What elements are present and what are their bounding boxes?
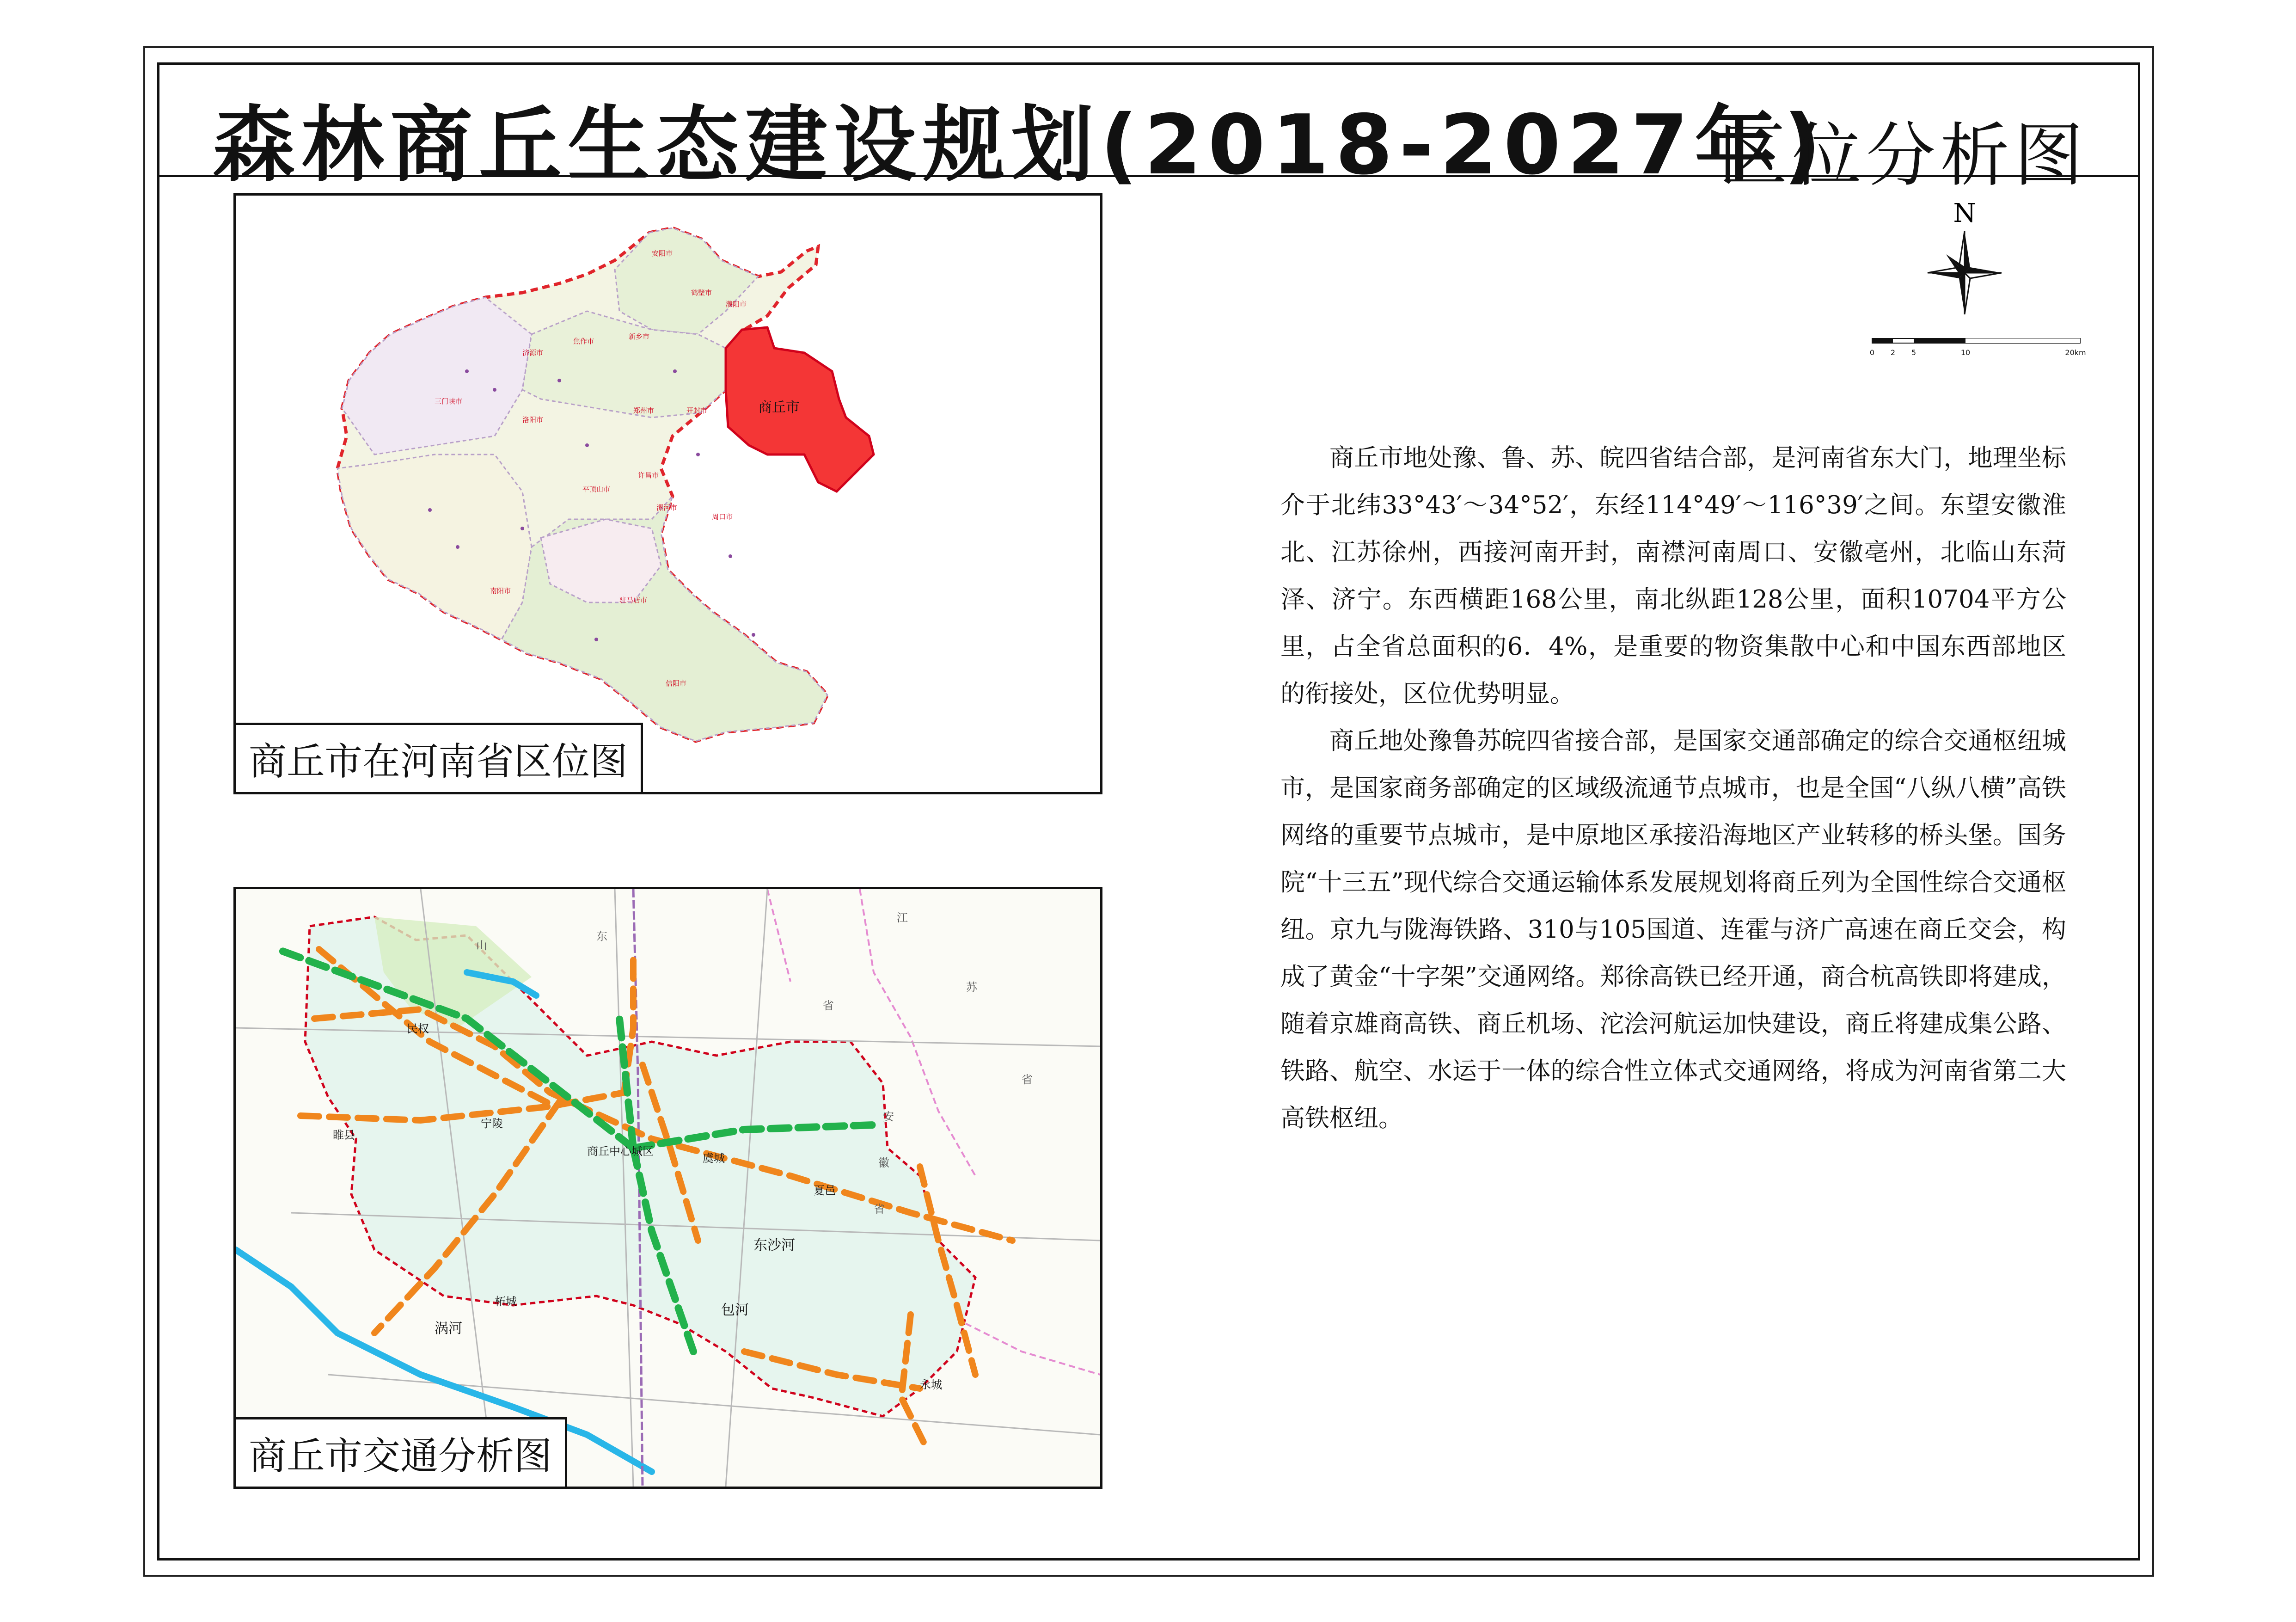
place-label: 永城: [920, 1378, 942, 1391]
city-label: 信阳市: [666, 679, 687, 688]
city-label: 鹤壁市: [691, 289, 712, 297]
scale-tick: 0: [1869, 348, 1875, 357]
region-southeast: [502, 496, 827, 741]
region-southwest: [337, 455, 532, 639]
page-subtitle: 区位分析图: [1718, 116, 2088, 196]
place-label: 民权: [407, 1022, 429, 1035]
province-label: 省: [823, 999, 834, 1012]
place-label: 柘城: [495, 1295, 517, 1308]
city-label: 周口市: [712, 513, 733, 521]
scale-tick: 2: [1890, 348, 1896, 357]
city-label: 郑州市: [633, 406, 655, 415]
province-label: 徽: [878, 1156, 889, 1169]
city-label: 南阳市: [490, 587, 511, 595]
description-paragraph: 商丘市地处豫、鲁、苏、皖四省结合部，是河南省东大门，地理坐标介于北纬33°43′～34°52′，东经114°49′～116°39′之间。东望安徽淮北、江苏徐州，西接河南开封，南襟河南周口、安徽亳州，北临山东菏泽、济宁。东西横距168公里，南北纵距128公里，面积10704平方公里，占全省总面积的6．4%，是重要的物资集散中心和中国东西部地区的衔接处，区位优势明显。: [1280, 444, 2066, 708]
north-arrow-icon: [1918, 199, 2011, 314]
city-label: 平顶山市: [582, 485, 611, 493]
scale-bar: [1867, 338, 2089, 365]
scale-tick: 20km: [2065, 348, 2086, 357]
transport-map-caption: 商丘市交通分析图: [236, 1417, 567, 1487]
city-label: 开封市: [686, 406, 708, 415]
transport-map: [236, 889, 1100, 1487]
city-label: 洛阳市: [522, 416, 544, 424]
city-label: 漯河市: [656, 504, 678, 512]
scale-tick: 10: [1960, 348, 1971, 357]
place-label: 东沙河: [753, 1237, 795, 1253]
page-title: 森林商丘生态建设规划(2018-2027年): [213, 97, 1828, 193]
province-label: 省: [874, 1203, 885, 1216]
place-label: 虞城: [703, 1152, 725, 1165]
place-label: 夏邑: [814, 1184, 836, 1197]
province-label: 省: [1022, 1073, 1033, 1086]
city-label: 济源市: [522, 349, 544, 357]
transport-map-panel: [233, 887, 1102, 1489]
city-label: 濮阳市: [726, 300, 747, 308]
place-label: 商丘中心城区: [587, 1145, 654, 1158]
north-label: N: [1953, 199, 1976, 228]
province-label: 山: [476, 939, 487, 952]
city-label: 许昌市: [638, 471, 659, 479]
city-label: 安阳市: [652, 249, 673, 258]
province-label: 苏: [966, 981, 977, 994]
province-label: 安: [883, 1110, 894, 1123]
place-label: 睢县: [333, 1129, 355, 1142]
shangqiu-label: 商丘市: [758, 399, 800, 416]
description-text: [1280, 435, 2066, 1142]
place-label: 宁陵: [481, 1117, 503, 1130]
location-map-panel: [233, 193, 1102, 794]
henan-province-map: [236, 196, 1100, 792]
city-label: 焦作市: [573, 337, 594, 345]
place-label: 包河: [721, 1302, 749, 1318]
description-paragraph: 商丘地处豫鲁苏皖四省接合部，是国家交通部确定的综合交通枢纽城市，是国家商务部确定的区域级流通节点城市，也是全国“八纵八横”高铁网络的重要节点城市，是中原地区承接沿海地区产业转移的桥头堡。国务院“十三五”现代综合交通运输体系发展规划将商丘列为全国性综合交通枢纽。京九与陇海铁路、310与105国道、连霍与济广高速在商丘交会，构成了黄金“十字架”交通网络。郑徐高铁已经开通，商合杭高铁即将建成，随着京雄商高铁、商丘机场、沱浍河航运加快建设，商丘将建成集公路、铁路、航空、水运于一体的综合性立体式交通网络，将成为河南省第二大高铁枢纽。: [1280, 727, 2066, 1132]
province-label: 江: [897, 911, 908, 924]
city-label: 驻马店市: [619, 596, 648, 604]
province-label: 东: [596, 930, 607, 943]
shangqiu-highlight: [726, 327, 874, 492]
city-label: 新乡市: [629, 332, 650, 341]
scale-tick: 5: [1911, 348, 1916, 357]
city-label: 三门峡市: [435, 397, 463, 406]
location-map-caption: 商丘市在河南省区位图: [236, 723, 643, 792]
place-label: 涡河: [435, 1321, 462, 1337]
